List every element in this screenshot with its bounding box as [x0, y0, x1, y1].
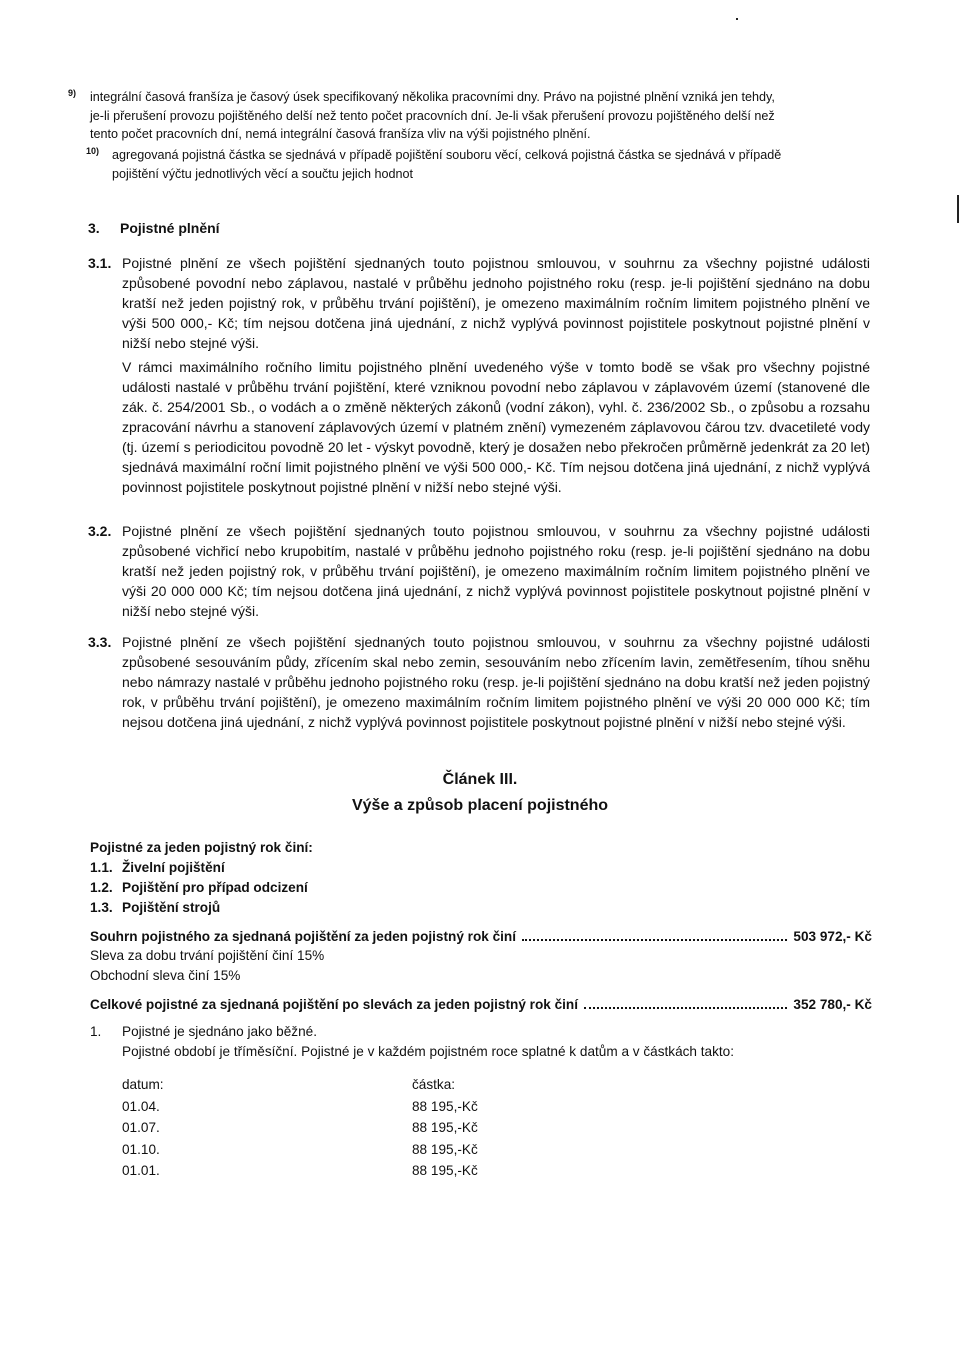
paragraph-text: Pojistné plnění ze všech pojištění sjednaných touto pojistnou smlouvou, v souhrnu za všechny pojistné události způsobené povodní nebo záplavou, nastalé v průběhu jednoho pojistného roku (resp. je-li pojištění sjednáno na dobu kratší než jeden pojistný rok, v průběhu trvání pojištění), je omezeno maximálním ročním limitem pojistného plnění ve výši 500 000,- Kč; tím nejsou dotčena jiná ujednání, z nichž vyplývá povinnost pojistitele poskytnout pojistné plnění v nižší nebo stejné výši.	[122, 255, 870, 351]
section-3-number: 3.	[88, 220, 100, 236]
premium-item-label: Pojištění strojů	[122, 900, 221, 915]
payment-type: Pojistné je sjednáno jako běžné.	[122, 1024, 317, 1039]
scan-speck	[736, 18, 738, 20]
payment-amount-header: částka:	[412, 1077, 456, 1092]
article-title: Výše a způsob placení pojistného	[351, 797, 609, 814]
footnote-10-mark: 10)	[86, 146, 100, 156]
discount-duration: Sleva za dobu trvání pojištění činí 15%	[90, 948, 325, 963]
discount-commercial: Obchodní sleva činí 15%	[90, 968, 241, 983]
payment-number: 1.	[90, 1024, 102, 1039]
footnote-9-mark: 9)	[68, 88, 77, 98]
premium-heading: Pojistné za jeden pojistný rok činí:	[90, 840, 313, 855]
premium-item-number: 1.3.	[90, 900, 113, 915]
payment-date: 01.01.	[122, 1163, 160, 1178]
paragraph-3-1-continued	[122, 357, 870, 497]
premium-item-label: Pojištění pro případ odcizení	[122, 880, 308, 895]
paragraph-text: Pojistné plnění ze všech pojištění sjednaných touto pojistnou smlouvou, v souhrnu za všechny pojistné události způsobené sesouváním půdy, zřícením skal nebo zemin, sesouváním nebo zřícením lavin, zemětřesením, tíhou sněhu nebo námrazy nastalé v průběhu jednoho pojistného roku (resp. je-li pojištění sjednáno na dobu kratší než jeden pojistný rok, v průběhu trvání pojištění), je omezeno maximálním ročním limitem pojistného plnění ve výši 20 000 000 Kč; tím nejsou dotčena jiná ujednání, z nichž vyplývá povinnost pojistitele poskytnout pojistné plnění v nižší nebo stejné výši.	[122, 634, 870, 730]
paragraph-number: 3.3.	[88, 634, 112, 650]
premium-total-row	[90, 929, 872, 944]
premium-total-label: Souhrn pojistného za sjednaná pojištění za jeden pojistný rok činí	[90, 929, 516, 944]
payment-date: 01.04.	[122, 1098, 160, 1114]
article-number: Článek III.	[442, 771, 518, 788]
paragraph-3-3	[88, 632, 870, 732]
leader-dots	[584, 1007, 787, 1009]
paragraph-number: 3.1.	[88, 255, 112, 271]
footnote-9-line: tento počet pracovních dní, nemá integrální časová franšíza vliv na výši pojistného plnění.	[90, 127, 591, 141]
footnote-10-line: pojištění výčtu jednotlivých věcí a součtu jejich hodnot	[112, 166, 414, 181]
premium-final-amount: 352 780,- Kč	[793, 997, 872, 1012]
premium-final-row	[90, 997, 872, 1012]
premium-item-number: 1.2.	[90, 880, 113, 895]
premium-item-label: Živelní pojištění	[122, 860, 225, 875]
premium-final-label: Celkové pojistné za sjednaná pojištění po slevách za jeden pojistný rok činí	[90, 997, 579, 1012]
leader-dots	[522, 939, 787, 941]
premium-item-number: 1.1.	[90, 860, 113, 875]
payment-amount: 88 195,-Kč	[412, 1163, 478, 1178]
section-3-title: Pojistné plnění	[120, 220, 220, 236]
payment-amounts-column	[412, 1074, 478, 1182]
payment-amount: 88 195,-Kč	[412, 1120, 478, 1135]
paragraph-3-2	[88, 521, 870, 621]
footnote-9-line: je-li přerušení provozu pojištěného delší než tento počet pracovních dní. Je-li však přerušení provozu pojištěného delší než	[90, 108, 775, 123]
payment-amount: 88 195,-Kč	[412, 1141, 478, 1157]
footnote-10-line: agregovaná pojistná částka se sjednává v případě pojištění souboru věcí, celková pojistná částka se sjednává v případě	[112, 148, 782, 162]
payment-amount: 88 195,-Kč	[412, 1098, 478, 1114]
paragraph-text: V rámci maximálního ročního limitu pojistného plnění uvedeného výše v tomto bodě se však pro všechny pojistné události nastalé v průběhu trvání pojištění, které vzniknou povodní nebo záplavou v záplavovém území (stanovené dle zák. č. 254/2001 Sb., o vodách a o změně některých zákonů (vodní zákon), vyhl. č. 236/2002 Sb., o způsobu a rozsahu zpracování návrhu a stanovení záplavových území v platném znění) vymezeném záplavovou čárou tzv. dvacetileté vody (tj. území s periodicitou povodně 20 let - výskyt povodně, který je dosažen nebo překročen průměrně jedenkrát za 20 let) sjednává maximální roční limit pojistného plnění ve výši 500 000,- Kč. Tím nejsou dotčena jiná ujednání, z nichž vyplývá povinnost pojistitele poskytnout pojistné plnění v nižší nebo stejné výši.	[122, 359, 870, 495]
payment-date: 01.10.	[122, 1141, 160, 1157]
payment-date-header: datum:	[122, 1077, 164, 1092]
payment-period: Pojistné období je tříměsíční. Pojistné je v každém pojistném roce splatné k datům a v částkách takto:	[122, 1044, 735, 1059]
payment-date: 01.07.	[122, 1120, 160, 1135]
footnote-9-line: integrální časová franšíza je časový úsek specifikovaný několika pracovními dny. Právo na pojistné plnění vzniká jen tehdy,	[90, 90, 775, 104]
premium-total-amount: 503 972,- Kč	[793, 929, 872, 944]
payment-dates-column	[122, 1074, 164, 1182]
paragraph-number: 3.2.	[88, 523, 112, 539]
scan-edge-mark	[957, 195, 959, 223]
paragraph-text: Pojistné plnění ze všech pojištění sjednaných touto pojistnou smlouvou, v souhrnu za všechny pojistné události způsobené vichřicí nebo krupobitím, nastalé v průběhu jednoho pojistného roku (resp. je-li pojištění sjednáno na dobu kratší než jeden pojistný rok, v průběhu trvání pojištění), je omezeno maximálním ročním limitem pojistného plnění ve výši 20 000 000 Kč; tím nejsou dotčena jiná ujednání, z nichž vyplývá povinnost pojistitele poskytnout pojistné plnění v nižší nebo stejné výši.	[122, 523, 870, 619]
footnote-10	[86, 146, 882, 183]
paragraph-3-1	[88, 253, 870, 353]
footnote-9	[68, 88, 880, 144]
